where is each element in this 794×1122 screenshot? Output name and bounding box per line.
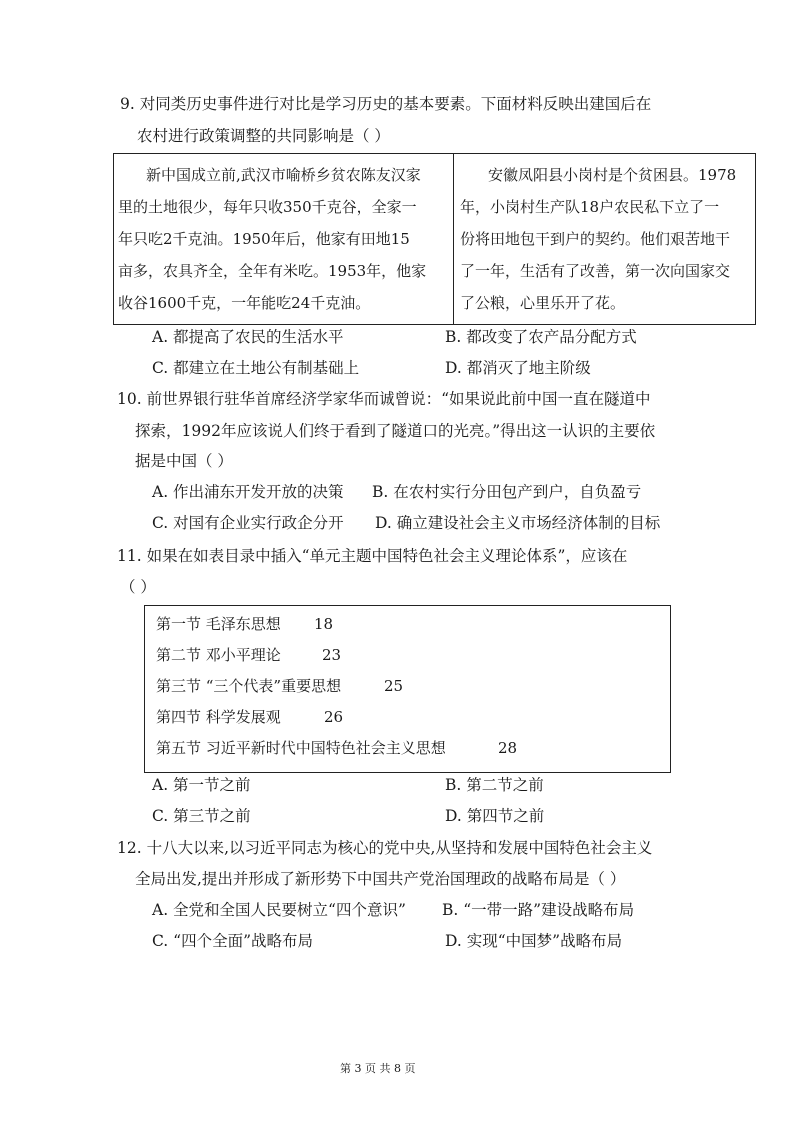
q12-option-a[interactable]: A. 全党和全国人民要树立“四个意识” bbox=[152, 901, 406, 919]
q11-option-b[interactable]: B. 第二节之前 bbox=[445, 776, 544, 794]
material-right-line: 年，小岗村生产队18户农民私下立了一 bbox=[460, 198, 720, 216]
toc-title: 第二节 邓小平理论 bbox=[156, 646, 281, 664]
q9-stem-line1: 9. 对同类历史事件进行对比是学习历史的基本要素。下面材料反映出建国后在 bbox=[120, 95, 652, 113]
material-right-line: 份将田地包干到户的契约。他们艰苦地干 bbox=[460, 230, 731, 248]
material-right-line: 了公粮，心里乐开了花。 bbox=[460, 294, 626, 312]
q11-option-d[interactable]: D. 第四节之前 bbox=[445, 807, 545, 825]
q12-option-c[interactable]: C. “四个全面”战略布局 bbox=[152, 932, 314, 950]
toc-title: 第三节 “三个代表”重要思想 bbox=[156, 677, 342, 695]
toc-title: 第一节 毛泽东思想 bbox=[156, 615, 281, 633]
material-left-line: 亩多，农具齐全，全年有米吃。1953年，他家 bbox=[118, 262, 427, 280]
page-footer: 第 3 页 共 8 页 bbox=[340, 1062, 416, 1075]
q10-stem-line3: 据是中国（ ） bbox=[135, 452, 233, 470]
material-left-line: 年只吃2千克油。1950年后，他家有田地15 bbox=[118, 230, 410, 248]
q9-stem-line2: 农村进行政策调整的共同影响是（ ） bbox=[137, 127, 390, 145]
q11-option-a[interactable]: A. 第一节之前 bbox=[152, 776, 251, 794]
q11-stem-line1: 11. 如果在如表目录中插入“单元主题中国特色社会主义理论体系”，应该在 bbox=[117, 547, 628, 565]
q9-material-left-box bbox=[113, 153, 454, 325]
toc-row bbox=[156, 615, 334, 633]
q12-stem-line2: 全局出发,提出并形成了新形势下中国共产党治国理政的战略布局是（ ） bbox=[135, 870, 626, 888]
q11-toc-box bbox=[144, 605, 671, 773]
q11-option-c[interactable]: C. 第三节之前 bbox=[152, 807, 251, 825]
q10-option-b[interactable]: B. 在农村实行分田包产到户，自负盈亏 bbox=[372, 483, 642, 501]
toc-page: 26 bbox=[324, 708, 344, 726]
q9-option-d[interactable]: D. 都消灭了地主阶级 bbox=[445, 359, 591, 377]
material-right-line: 安徽凤阳县小岗村是个贫困县。1978 bbox=[488, 166, 737, 184]
q10-stem-line1: 10. 前世界银行驻华首席经济学家华而诚曾说：“如果说此前中国一直在隧道中 bbox=[117, 390, 651, 408]
q10-option-a[interactable]: A. 作出浦东开发开放的决策 bbox=[152, 483, 344, 501]
material-left-line: 新中国成立前,武汉市喻桥乡贫农陈友汉家 bbox=[146, 166, 421, 184]
toc-page: 28 bbox=[498, 739, 518, 757]
q9-material-right-box bbox=[453, 153, 756, 325]
toc-row bbox=[156, 708, 344, 726]
toc-title: 第四节 科学发展观 bbox=[156, 708, 281, 726]
toc-page: 25 bbox=[384, 677, 404, 695]
material-right-line: 了一年，生活有了改善，第一次向国家交 bbox=[460, 262, 731, 280]
toc-row bbox=[156, 739, 518, 757]
material-left-line: 里的土地很少，每年只收350千克谷，全家一 bbox=[118, 198, 417, 216]
q10-option-c[interactable]: C. 对国有企业实行政企分开 bbox=[152, 514, 344, 532]
q9-option-a[interactable]: A. 都提高了农民的生活水平 bbox=[152, 328, 344, 346]
material-left-line: 收谷1600千克，一年能吃24千克油。 bbox=[118, 294, 371, 312]
q12-option-b[interactable]: B. “一带一路”建设战略布局 bbox=[442, 901, 635, 919]
q12-stem-line1: 12. 十八大以来,以习近平同志为核心的党中央,从坚持和发展中国特色社会主义 bbox=[117, 839, 653, 857]
toc-page: 18 bbox=[314, 615, 334, 633]
q9-option-c[interactable]: C. 都建立在土地公有制基础上 bbox=[152, 359, 360, 377]
q12-option-d[interactable]: D. 实现“中国梦”战略布局 bbox=[445, 932, 623, 950]
toc-title: 第五节 习近平新时代中国特色社会主义思想 bbox=[156, 739, 446, 757]
toc-row bbox=[156, 646, 342, 664]
toc-row bbox=[156, 677, 404, 695]
q9-option-b[interactable]: B. 都改变了农产品分配方式 bbox=[445, 328, 637, 346]
q10-option-d[interactable]: D. 确立建设社会主义市场经济体制的目标 bbox=[375, 514, 661, 532]
q10-stem-line2: 探索，1992年应该说人们终于看到了隧道口的光亮。”得出这一认识的主要依 bbox=[135, 422, 656, 440]
q11-stem-line2: （ ） bbox=[120, 578, 156, 596]
toc-page: 23 bbox=[322, 646, 342, 664]
